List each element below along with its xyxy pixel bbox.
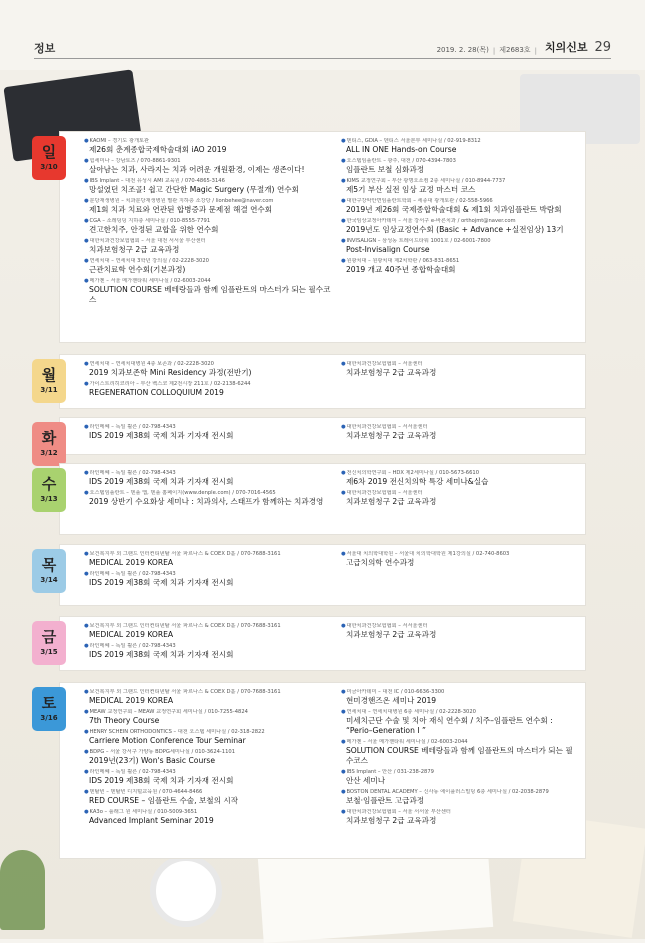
event-columns <box>84 623 579 663</box>
event-organizer <box>84 571 337 578</box>
left-column <box>84 623 337 663</box>
event-entry <box>341 258 579 275</box>
event-organizer <box>341 470 579 477</box>
issue-number: 제2683호 <box>499 46 531 54</box>
event-columns <box>84 424 579 444</box>
event-entry <box>84 571 337 588</box>
event-entry <box>341 238 579 255</box>
event-organizer <box>84 178 337 185</box>
event-organizer <box>84 158 337 165</box>
event-title: 미세치근단 수술 및 치아 재식 연수회 / 치주–임플란트 연수회 : “Perio–Generation I ” <box>345 716 553 735</box>
event-entry <box>84 218 337 235</box>
bullet-icon: ● <box>84 571 89 577</box>
event-organizer <box>341 361 579 368</box>
event-title: ALL IN ONE Hands-on Course <box>345 145 457 154</box>
newspaper-name: 치의신보 <box>544 41 588 54</box>
event-title: 치과보험청구 2급 교육과정 <box>89 245 180 254</box>
separator: | <box>534 47 537 55</box>
page-number: 29 <box>594 40 611 55</box>
weekday-label: 토 <box>41 694 57 712</box>
event-entry <box>84 198 337 215</box>
day-block <box>40 418 585 457</box>
right-column <box>341 623 579 663</box>
bullet-icon: ● <box>84 789 89 795</box>
event-meta-text: 라인메쎄 – 독일 쾰른 / 02-798-4343 <box>89 571 176 577</box>
section-label: 정보 <box>34 42 56 55</box>
weekday-label: 화 <box>41 429 57 447</box>
bullet-icon: ● <box>340 623 346 629</box>
event-organizer <box>84 218 337 225</box>
event-meta-text: HENRY SCHEIN ORTHODONTICS – 대전 오스템 세미나실 / 02-318-2822 <box>89 729 265 735</box>
event-meta-text: 덴탈빈 – 덴탈빈 디지털교육원 / 070-4644-8466 <box>89 789 203 795</box>
event-meta-text: CGA – 소레딩딩 지하층 세미나실 / 010-8555-7791 <box>89 218 211 224</box>
event-meta-text: 서울대 치의학대학원 – 서울대 치의학대학원 제1강의실 / 02-740-8603 <box>346 551 510 557</box>
event-title: 제5기 부산 실전 임상 교정 마스터 코스 <box>345 185 476 194</box>
event-title: 근관치료학 연수회(기본과정) <box>89 265 186 274</box>
right-column <box>341 424 579 444</box>
bullet-icon: ● <box>340 689 346 695</box>
event-organizer <box>84 278 337 285</box>
event-organizer <box>341 138 579 145</box>
day-tag <box>32 422 66 466</box>
event-meta-text: KIMS 교정연구회 – 부산 광명오소컴 2층 세미나실 / 010-8944-7737 <box>346 178 506 184</box>
event-title: 치과보험청구 2급 교육과정 <box>345 630 437 639</box>
event-organizer <box>84 643 337 650</box>
event-title: 2019년도 임상교정연수회 (Basic + Advance +실전임상) 13기 <box>345 225 564 234</box>
event-meta-text: 대한치과건강보험협회 – 서울센터 <box>346 490 423 496</box>
event-entry <box>341 769 579 786</box>
event-entry <box>84 238 337 255</box>
event-entry <box>84 470 337 487</box>
bullet-icon: ● <box>84 238 89 244</box>
bullet-icon: ● <box>340 709 346 715</box>
bullet-icon: ● <box>84 381 89 387</box>
bullet-icon: ● <box>84 623 89 629</box>
event-title: 견고한치주, 안정된 교합을 위한 연수회 <box>89 225 219 234</box>
bullet-icon: ● <box>84 729 89 735</box>
right-column <box>341 138 579 308</box>
page-masthead <box>34 40 611 59</box>
event-meta-text: 메가젠 – 서울 메가젠타워 세미나실 / 02-6003-2044 <box>89 278 211 284</box>
event-meta-text: 대한치과건강보험협회 – 서울 대전 서서울 부산센터 <box>89 238 206 244</box>
event-organizer <box>341 424 579 431</box>
event-entry <box>84 769 337 786</box>
event-organizer <box>84 769 337 776</box>
event-meta-text: 오스템임플란트 – 덴플 앱, 덴플 홈페이지(www.denple.com) / 070-7016-4565 <box>89 490 276 496</box>
bullet-icon: ● <box>84 138 89 144</box>
left-column <box>84 551 337 591</box>
day-tag <box>32 359 66 403</box>
event-organizer <box>84 138 337 145</box>
event-organizer <box>341 623 579 630</box>
event-organizer <box>341 769 579 776</box>
event-entry <box>341 424 579 441</box>
day-date: 3/10 <box>40 163 58 171</box>
event-entry <box>84 789 337 806</box>
event-meta-text: 보건복지부 외 그랜드 인터컨티넨탈 서울 파르나스 & COEX D홀 / 070-7688-3161 <box>89 689 281 695</box>
event-meta-text: MEAW 교정연구회 – MEAW 교정연구회 세미나실 / 010-7255-4824 <box>89 709 248 715</box>
bullet-icon: ● <box>84 198 89 204</box>
event-entry <box>341 739 579 766</box>
bullet-icon: ● <box>340 739 346 745</box>
bullet-icon: ● <box>340 178 346 184</box>
event-title: 제1회 치과 치료와 연관된 합병증과 문제점 해결 연수회 <box>89 205 273 214</box>
event-title: 제6차 2019 전신치의학 특강 세미나&실습 <box>345 477 489 486</box>
event-organizer <box>341 809 579 816</box>
event-meta-text: 보건복지부 외 그랜드 인터컨티넨탈 서울 파르나스 & COEX D홀 / 070-7688-3161 <box>89 551 281 557</box>
event-meta-text: 대한치과건강보험협회 – 서서울센터 <box>346 623 428 629</box>
bullet-icon: ● <box>340 470 346 476</box>
event-entry <box>341 709 579 736</box>
bullet-icon: ● <box>84 258 89 264</box>
bullet-icon: ● <box>340 424 346 430</box>
event-title: 2019년 제26회 국제종합학술대회 & 제1회 치과임플란트 박람회 <box>345 205 562 214</box>
event-organizer <box>341 789 579 796</box>
bullet-icon: ● <box>84 709 89 715</box>
event-entry <box>84 729 337 746</box>
coffee-cup-image <box>150 855 222 927</box>
event-organizer <box>341 490 579 497</box>
event-meta-text: BDPG – 서울 강서구 가양동 BDPG세미나실 / 010-3624-1101 <box>89 749 236 755</box>
bullet-icon: ● <box>340 361 346 367</box>
event-title: 보철·임플란트 고급과정 <box>345 796 425 805</box>
event-organizer <box>84 258 337 265</box>
event-entry <box>341 789 579 806</box>
event-entry <box>84 424 337 441</box>
right-column <box>341 551 579 591</box>
bullet-icon: ● <box>84 361 89 367</box>
bullet-icon: ● <box>340 809 346 815</box>
right-column <box>341 470 579 510</box>
event-organizer <box>84 729 337 736</box>
event-organizer <box>84 361 337 368</box>
bullet-icon: ● <box>84 551 89 557</box>
event-meta-text: 라인메쎄 – 독일 쾰른 / 02-798-4343 <box>89 470 176 476</box>
event-meta-text: IBS Implant – 대전 유성시 AMI 교육원 / 070-4865-3146 <box>89 178 225 184</box>
bullet-icon: ● <box>84 470 89 476</box>
event-entry <box>84 361 337 378</box>
event-entry <box>84 709 337 726</box>
event-title: MEDICAL 2019 KOREA <box>89 630 174 639</box>
event-columns <box>84 361 579 401</box>
publication-info <box>437 39 611 58</box>
event-title: 2019 개교 40주년 종합학술대회 <box>345 265 456 274</box>
event-meta-text: KA3o – 플래그 원 세미나실 / 010-5009-3651 <box>89 809 198 815</box>
event-organizer <box>341 218 579 225</box>
event-entry <box>341 198 579 215</box>
event-organizer <box>341 158 579 165</box>
event-title: 7th Theory Course <box>89 716 160 725</box>
bullet-icon: ● <box>84 643 89 649</box>
event-organizer <box>84 689 337 696</box>
event-title: RED COURSE – 임플란트 수술, 보철의 시작 <box>89 796 239 805</box>
event-entry <box>341 490 579 507</box>
event-title: Advanced Implant Seminar 2019 <box>89 816 214 825</box>
event-title: IDS 2019 제38회 국제 치과 기자재 전시회 <box>89 477 234 486</box>
event-meta-text: 보건복지부 외 그랜드 인터컨티넨탈 서울 파르나스 & COEX D홀 / 070-7688-3161 <box>89 623 281 629</box>
event-columns <box>84 689 579 829</box>
event-entry <box>84 158 337 175</box>
event-meta-text: 가이스트리히코리아 – 부산 벡스코 제2전시장 211호 / 02-2138-6244 <box>89 381 251 387</box>
event-organizer <box>84 623 337 630</box>
event-organizer <box>84 749 337 756</box>
event-title: MEDICAL 2019 KOREA <box>89 696 174 705</box>
event-entry <box>341 809 579 826</box>
bullet-icon: ● <box>340 551 346 557</box>
event-meta-text: 전신치의학연구회 – HDX 제2세미나실 / 010-5673-6610 <box>346 470 479 476</box>
event-title: Carriere Motion Conference Tour Seminar <box>89 736 246 745</box>
event-organizer <box>84 809 337 816</box>
event-title: 현미경핸즈온 세미나 2019 <box>345 696 437 705</box>
event-meta-text: 라인메쎄 – 독일 쾰른 / 02-798-4343 <box>89 769 176 775</box>
right-column <box>341 361 579 401</box>
separator: | <box>492 47 496 55</box>
event-entry <box>84 178 337 195</box>
event-meta-text: 분당재생병원 – 치과분당재생병원 별관 지하층 소강당 / lionbehee@naver.com <box>89 198 274 204</box>
bullet-icon: ● <box>84 424 89 430</box>
event-meta-text: 한국임상교정아카데미 – 서울 강서구 e-바른치과 / orthojmt@naver.com <box>346 218 516 224</box>
day-block <box>40 683 585 858</box>
event-entry <box>84 749 337 766</box>
left-column <box>84 470 337 510</box>
event-organizer <box>84 238 337 245</box>
event-entry <box>341 178 579 195</box>
event-meta-text: 힘세미나 – 강남토즈 / 070-8861-9301 <box>89 158 181 164</box>
day-date: 3/13 <box>40 495 58 503</box>
event-meta-text: 대한구강악안면임플란트학회 – 세종대 광개토관 / 02-558-5966 <box>346 198 493 204</box>
left-column <box>84 424 337 444</box>
event-columns <box>84 138 579 308</box>
event-organizer <box>84 490 337 497</box>
event-organizer <box>341 709 579 716</box>
day-date: 3/12 <box>40 449 58 457</box>
event-entry <box>341 623 579 640</box>
event-meta-text: 라인메쎄 – 독일 쾰른 / 02-798-4343 <box>89 424 176 430</box>
event-title: 제26회 춘계종합국제학술대회 iAO 2019 <box>89 145 227 154</box>
event-organizer <box>341 178 579 185</box>
event-entry <box>341 470 579 487</box>
event-title: 고급치의학 연수과정 <box>345 558 415 567</box>
event-entry <box>84 490 337 507</box>
plant-image <box>0 850 45 930</box>
event-title: 치과보험청구 2급 교육과정 <box>345 816 437 825</box>
bullet-icon: ● <box>340 789 346 795</box>
weekday-label: 금 <box>41 628 57 646</box>
event-organizer <box>341 551 579 558</box>
event-meta-text: BOSTON DENTAL ACADEMY – 신사동 에이플러스빌딩 6층 세미나실 / 02-2038-2879 <box>346 789 549 795</box>
event-title: IDS 2019 제38회 국제 치과 기자재 전시회 <box>89 650 234 659</box>
bullet-icon: ● <box>84 218 89 224</box>
event-entry <box>341 218 579 235</box>
event-entry <box>341 551 579 568</box>
event-meta-text: 연세치대 – 연세치대병원 6층 세미나실 / 02-2228-3020 <box>346 709 476 715</box>
bullet-icon: ● <box>84 689 89 695</box>
event-entry <box>84 258 337 275</box>
event-title: IDS 2019 제38회 국제 치과 기자재 전시회 <box>89 431 234 440</box>
event-entry <box>84 138 337 155</box>
event-entry <box>341 689 579 706</box>
bullet-icon: ● <box>84 769 89 775</box>
day-date: 3/16 <box>40 714 58 722</box>
bullet-icon: ● <box>340 769 346 775</box>
weekday-label: 일 <box>41 143 57 161</box>
event-title: 치과보험청구 2급 교육과정 <box>345 497 437 506</box>
event-entry <box>341 361 579 378</box>
day-tag <box>32 687 66 731</box>
day-tag <box>32 549 66 593</box>
event-title: Post-Invisalign Course <box>345 245 430 254</box>
bullet-icon: ● <box>84 490 89 496</box>
right-column <box>341 689 579 829</box>
bullet-icon: ● <box>84 178 89 184</box>
weekday-label: 목 <box>41 556 57 574</box>
weekday-label: 수 <box>41 475 57 493</box>
event-meta-text: INVISALIGN – 삼성동 트레이드타워 1001호 / 02-6001-7800 <box>346 238 491 244</box>
event-meta-text: 메가젠 – 서울 메가젠타워 세미나실 / 02-6003-2044 <box>346 739 468 745</box>
event-meta-text: 원광치대 – 원광치대 제2치학관 / 063-831-8651 <box>346 258 460 264</box>
event-entry <box>341 138 579 155</box>
left-column <box>84 361 337 401</box>
event-entry <box>84 643 337 660</box>
day-block <box>40 545 585 605</box>
event-title: 망설였던 치조골! 쉽고 간단한 Magic Surgery (무절개) 연수회 <box>89 185 299 194</box>
bullet-icon: ● <box>340 258 346 264</box>
event-entry <box>84 689 337 706</box>
day-date: 3/11 <box>40 386 58 394</box>
event-entry <box>84 278 337 305</box>
event-organizer <box>341 198 579 205</box>
event-meta-text: 미금아카데미 – 대전 IC / 010-6636-3300 <box>346 689 445 695</box>
bullet-icon: ● <box>340 158 346 164</box>
event-title: 살아남는 치과, 사라지는 치과 어려운 개원환경, 이제는 생존이다! <box>89 165 305 174</box>
event-meta-text: 연세치대 – 연세치대병원 4층 보존과 / 02-2228-3020 <box>89 361 214 367</box>
day-block <box>40 464 585 534</box>
event-meta-text: 대한치과건강보험협회 – 서울센터 <box>346 361 423 367</box>
event-organizer <box>341 238 579 245</box>
event-meta-text: 대한치과건강보험협회 – 서서울센터 <box>346 424 428 430</box>
day-tag <box>32 468 66 512</box>
event-title: 치과보험청구 2급 교육과정 <box>345 431 437 440</box>
event-title: 안산 세미나 <box>345 776 386 785</box>
bullet-icon: ● <box>84 749 89 755</box>
event-meta-text: 라인메쎄 – 독일 쾰른 / 02-798-4343 <box>89 643 176 649</box>
event-organizer <box>84 424 337 431</box>
event-organizer <box>84 470 337 477</box>
event-title: IDS 2019 제38회 국제 치과 기자재 전시회 <box>89 776 234 785</box>
event-organizer <box>84 198 337 205</box>
left-column <box>84 138 337 308</box>
event-meta-text: 연세치대 – 연세치대 3학년 강의실 / 02-2228-3020 <box>89 258 209 264</box>
weekday-label: 월 <box>41 366 57 384</box>
event-title: 치과보험청구 2급 교육과정 <box>345 368 437 377</box>
event-entry <box>84 623 337 640</box>
event-columns <box>84 470 579 510</box>
event-title: 2019년(23기) Won's Basic Course <box>89 756 216 765</box>
event-organizer <box>84 709 337 716</box>
event-title: 2019 치과보존학 Mini Residency 과정(전반기) <box>89 368 252 377</box>
event-title: IDS 2019 제38회 국제 치과 기자재 전시회 <box>89 578 234 587</box>
event-meta-text: 덴티스, GDIA – 덴티스 서울본부 세미나실 / 02-919-8312 <box>346 138 481 144</box>
event-title: MEDICAL 2019 KOREA <box>89 558 174 567</box>
day-tag <box>32 621 66 665</box>
event-organizer <box>341 689 579 696</box>
day-block <box>40 355 585 408</box>
event-meta-text: IBS Implant – 안산 / 031-238-2879 <box>346 769 434 775</box>
issue-date: 2019. 2. 28(목) <box>436 46 489 54</box>
day-date: 3/14 <box>40 576 58 584</box>
bullet-icon: ● <box>340 238 346 244</box>
left-column <box>84 689 337 829</box>
event-meta-text: KAOMI – 경기도 광개토관 <box>89 138 150 144</box>
day-block <box>40 617 585 670</box>
bullet-icon: ● <box>84 278 89 284</box>
event-title: 2019 상반기 수요화상 세미나 : 치과의사, 스태프가 함께하는 치과경영 <box>89 497 324 506</box>
day-block <box>40 132 585 342</box>
event-entry <box>84 551 337 568</box>
bullet-icon: ● <box>340 198 346 204</box>
event-meta-text: 오스템임플란트 – 광주, 대전 / 070-4394-7803 <box>346 158 456 164</box>
day-tag <box>32 136 66 180</box>
event-organizer <box>84 381 337 388</box>
event-title: SOLUTION COURSE 베테랑들과 함께 임플란트의 마스터가 되는 필수코스 <box>89 285 331 304</box>
event-title: 임플란트 보철 심화과정 <box>345 165 425 174</box>
event-entry <box>84 381 337 398</box>
event-title: SOLUTION COURSE 베테랑들과 함께 임플란트의 마스터가 되는 필수코스 <box>345 746 573 765</box>
event-title: REGENERATION COLLOQUIUM 2019 <box>89 388 224 397</box>
bullet-icon: ● <box>340 138 346 144</box>
bullet-icon: ● <box>340 218 346 224</box>
bullet-icon: ● <box>340 490 346 496</box>
event-entry <box>84 809 337 826</box>
event-organizer <box>341 258 579 265</box>
event-entry <box>341 158 579 175</box>
event-organizer <box>84 551 337 558</box>
event-organizer <box>84 789 337 796</box>
event-columns <box>84 551 579 591</box>
day-date: 3/15 <box>40 648 58 656</box>
bullet-icon: ● <box>84 809 89 815</box>
bullet-icon: ● <box>84 158 89 164</box>
event-organizer <box>341 739 579 746</box>
event-meta-text: 대한치과건강보험협회 – 서울 서서울 부산센터 <box>346 809 451 815</box>
